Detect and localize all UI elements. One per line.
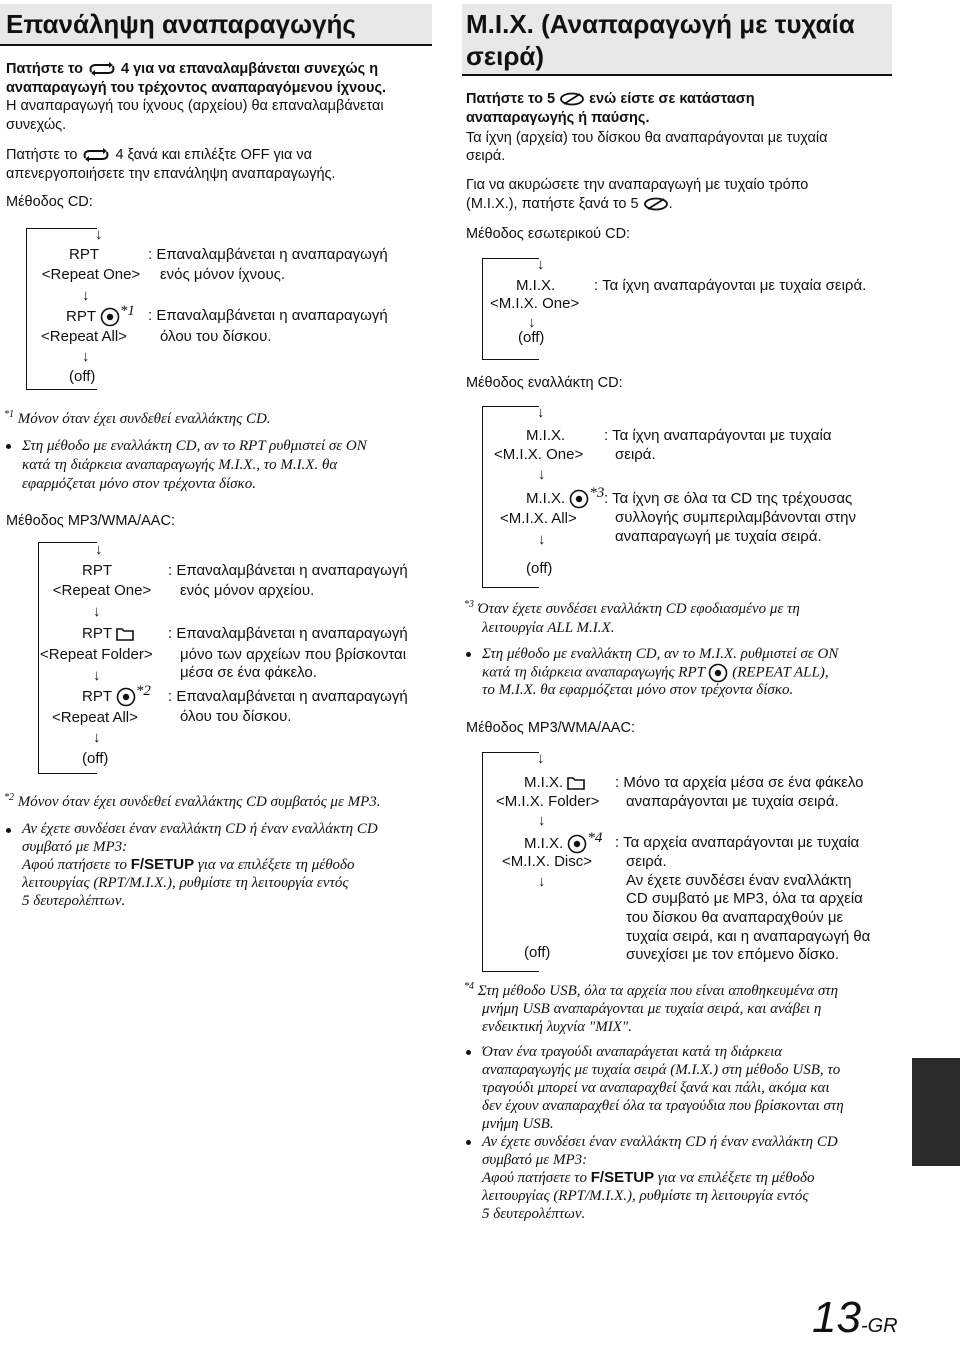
repeat-icon [81,148,111,162]
instruction-line: Πατήστε το 4 για να επαναλαμβάνεται συνεχώς η [6,61,379,77]
flow-step: M.I.X. [526,427,566,444]
down-arrow-icon: ↓ [538,812,546,829]
flow-desc: : Τα αρχεία αναπαράγονται με τυχαία [615,834,860,851]
bullet-icon [6,828,11,833]
flow-desc: Αν έχετε συνδέσει έναν εναλλάκτη [626,872,852,889]
note-line: μνήμη USB. [482,1116,554,1132]
method-label: Μέθοδος εναλλάκτη CD: [466,375,623,391]
bullet-icon [466,1140,471,1145]
bullet-icon [466,652,471,657]
note-line: Αφού πατήσετε το F/SETUP για να επιλέξετε τη μέθοδο [482,1169,815,1186]
down-arrow-icon: ↓ [93,667,101,684]
folder-icon [567,776,585,790]
flow-desc: όλου του δίσκου. [180,708,292,725]
note-line: λειτουργίας (RPT/M.I.X.), ρυθμίστε τη λειτουργία εντός [482,1188,809,1204]
down-arrow-icon: ↓ [95,226,103,243]
note-line: Όταν ένα τραγούδι αναπαράγεται κατά τη διάρκεια [482,1044,783,1060]
note-line: κατά τη διάρκεια αναπαραγωγής RPT (REPEAT ALL), [482,663,829,683]
flow-step: <M.I.X. One> [490,295,580,312]
disc-icon [569,489,589,509]
down-arrow-icon: ↓ [538,466,546,483]
flow-step: M.I.X. [524,774,585,792]
flow-desc: όλου του δίσκου. [160,328,272,345]
flow-step: <Repeat All> [41,328,127,345]
disc-icon [708,663,728,683]
flow-desc: ενός μόνον ίχνους. [160,266,286,283]
note-line: 5 δευτερολέπτων. [482,1206,586,1222]
flow-step: M.I.X. $^{*4}$ [524,834,602,854]
note-line: το M.I.X. θα εφαρμόζεται μόνο στον τρέχοντα δίσκο. [482,682,794,698]
flow-desc: συλλογής συμπεριλαμβάνονται στην [615,509,856,526]
instruction-line: αναπαραγωγής ή παύσης. [466,110,650,126]
note-line: Στη μέθοδο με εναλλάκτη CD, αν το M.I.X. ρυθμιστεί σε ON [482,646,839,662]
text-line: σειρά. [466,148,506,164]
down-arrow-icon: ↓ [537,404,545,421]
note-line: συμβατό με MP3: [22,839,128,855]
flow-desc: αναπαραγωγή με τυχαία σειρά. [615,528,822,545]
note-line: Αν έχετε συνδέσει έναν εναλλάκτη CD ή έναν εναλλάκτη CD [22,821,378,837]
text-line: απενεργοποιήσετε την επανάληψη αναπαραγωγής. [6,166,336,182]
flow-desc: : Επαναλαμβάνεται η αναπαραγωγή [148,246,388,263]
flow-desc: του δίσκου θα αναπαραχθούν με [626,909,844,926]
flow-desc: μόνο των αρχείων που βρίσκονται [180,646,407,663]
flow-desc: : Επαναλαμβάνεται η αναπαραγωγή [168,688,408,705]
down-arrow-icon: ↓ [537,256,545,273]
flow-step: RPT [69,246,99,263]
section-title-repeat: Επανάληψη αναπαραγωγής [6,9,356,39]
flow-desc: : Τα ίχνη σε όλα τα CD της τρέχουσας [604,490,853,507]
footnote: $^{*2}$ Μόνον όταν έχει συνδεθεί εναλλάκτης CD συμβατός με MP3. [4,792,381,810]
disc-icon [567,834,587,854]
disc-icon [116,687,136,707]
repeat-icon [87,62,117,76]
note-line: Αφού πατήσετε το F/SETUP για να επιλέξετε τη μέθοδο [22,856,355,873]
flow-step-off: (off) [82,750,109,767]
flow-desc: : Τα ίχνη αναπαράγονται με τυχαία [604,427,832,444]
flow-desc: : Επαναλαμβάνεται η αναπαραγωγή [148,307,388,324]
disc-icon [100,307,120,327]
section-tab [912,1058,960,1166]
text-line: Πατήστε το 4 ξανά και επιλέξτε OFF για να [6,147,313,163]
flow-desc: αναπαράγονται με τυχαία σειρά. [626,793,839,810]
flow-step: RPT [82,562,112,579]
flow-desc: μέσα σε ένα φάκελο. [180,664,317,681]
flow-step: <M.I.X. All> [500,510,577,527]
down-arrow-icon: ↓ [528,314,536,331]
text-line: Η αναπαραγωγή του ίχνους (αρχείου) θα επαναλαμβάνεται [6,98,384,114]
flow-step: M.I.X. $^{*3}$ [526,489,604,509]
note-line: δεν έχουν αναπαραχθεί όλα τα τραγούδια που βρίσκονται στη [482,1098,844,1114]
footnote: $^{*1}$ Μόνον όταν έχει συνδεθεί εναλλάκτης CD. [4,409,271,427]
flow-desc: : Μόνο τα αρχεία μέσα σε ένα φάκελο [615,774,864,791]
flow-step-off: (off) [524,944,551,961]
footnote-line: μνήμη USB αναπαράγονται με τυχαία σειρά, και ανάβει η [482,1001,822,1017]
flow-desc: σειρά. [626,853,667,870]
flow-step: <M.I.X. One> [494,446,584,463]
down-arrow-icon: ↓ [93,603,101,620]
note-line: Στη μέθοδο με εναλλάκτη CD, αν το RPT ρυθμιστεί σε ON [22,438,367,454]
section-title-mix: M.I.X. (Αναπαραγωγή με τυχαία [466,9,855,39]
instruction-line: Πατήστε το 5 ενώ είστε σε κατάσταση [466,91,755,107]
text-line: (M.I.X.), πατήστε ξανά το 5 . [466,196,673,212]
text-line: Για να ακυρώσετε την αναπαραγωγή με τυχαίο τρόπο [466,177,809,193]
flow-desc: συνεχίσει με τον επόμενο δίσκο. [626,946,840,963]
note-line: εφαρμόζεται μόνο στον τρέχοντα δίσκο. [22,476,256,492]
flow-desc: ενός μόνον αρχείου. [180,582,315,599]
method-label: Μέθοδος εσωτερικού CD: [466,226,631,242]
down-arrow-icon: ↓ [537,750,545,767]
flow-step-off: (off) [526,560,553,577]
flow-step-off: (off) [69,368,96,385]
note-line: τραγούδι μπορεί να αναπαραχθεί ξανά και πάλι, ακόμα και [482,1080,830,1096]
flow-desc: CD συμβατό με MP3, όλα τα αρχεία [626,890,863,907]
section-title-mix: σειρά) [466,41,545,71]
flow-step: <Repeat Folder> [40,646,153,663]
bullet-icon [466,1050,471,1055]
footnote-line: λειτουργία ALL M.I.X. [482,620,615,636]
flow-step: RPT [82,625,134,643]
flow-desc: : Επαναλαμβάνεται η αναπαραγωγή [168,625,408,642]
flow-desc: σειρά. [615,446,656,463]
method-label: Μέθοδος CD: [6,194,93,210]
flow-desc: : Τα ίχνη αναπαράγονται με τυχαία σειρά. [594,277,867,294]
note-line: συμβατό με MP3: [482,1152,588,1168]
flow-step: RPT $^{*1}$ [66,307,135,327]
flow-step: <M.I.X. Folder> [496,793,600,810]
bullet-icon [6,444,11,449]
flow-desc: τυχαία σειρά, και η αναπαραγωγή θα [626,928,871,945]
text-line: Τα ίχνη (αρχεία) του δίσκου θα αναπαράγονται με τυχαία [466,130,828,146]
down-arrow-icon: ↓ [82,287,90,304]
down-arrow-icon: ↓ [538,873,546,890]
footnote: $^{*3}$ Όταν έχετε συνδέσει εναλλάκτη CD εφοδιασμένο με τη [464,599,800,617]
flow-step: <M.I.X. Disc> [502,853,593,870]
footnote: $^{*4}$ Στη μέθοδο USB, όλα τα αρχεία που είναι αποθηκευμένα στη [464,981,839,999]
flow-step: M.I.X. [516,277,556,294]
note-line: Αν έχετε συνδέσει έναν εναλλάκτη CD ή έναν εναλλάκτη CD [482,1134,838,1150]
down-arrow-icon: ↓ [82,348,90,365]
text-line: συνεχώς. [6,117,67,133]
note-line: λειτουργίας (RPT/M.I.X.), ρυθμίστε τη λειτουργία εντός [22,875,349,891]
flow-step: <Repeat One> [52,582,152,599]
folder-icon [116,627,134,641]
flow-step: <Repeat All> [52,709,138,726]
shuffle-icon [643,197,669,211]
flow-step: <Repeat One> [41,266,141,283]
down-arrow-icon: ↓ [538,531,546,548]
note-line: αναπαραγωγής με τυχαία σειρά (M.I.X.) στη μέθοδο USB, το [482,1062,841,1078]
note-line: 5 δευτερολέπτων. [22,893,126,909]
down-arrow-icon: ↓ [93,729,101,746]
footnote-line: ενδεικτική λυχνία "MIX". [482,1019,632,1035]
shuffle-icon [559,92,585,106]
flow-desc: : Επαναλαμβάνεται η αναπαραγωγή [168,562,408,579]
instruction-line: αναπαραγωγή του τρέχοντος αναπαραγόμενου ίχνους. [6,80,387,96]
down-arrow-icon: ↓ [95,541,103,558]
method-label: Μέθοδος MP3/WMA/AAC: [6,513,175,529]
method-label: Μέθοδος MP3/WMA/AAC: [466,720,635,736]
note-line: κατά τη διάρκεια αναπαραγωγής M.I.X., το M.I.X. θα [22,457,338,473]
flow-step-off: (off) [518,329,545,346]
flow-step: RPT $^{*2}$ [82,687,151,707]
page-number: 13-GR [812,1293,898,1342]
